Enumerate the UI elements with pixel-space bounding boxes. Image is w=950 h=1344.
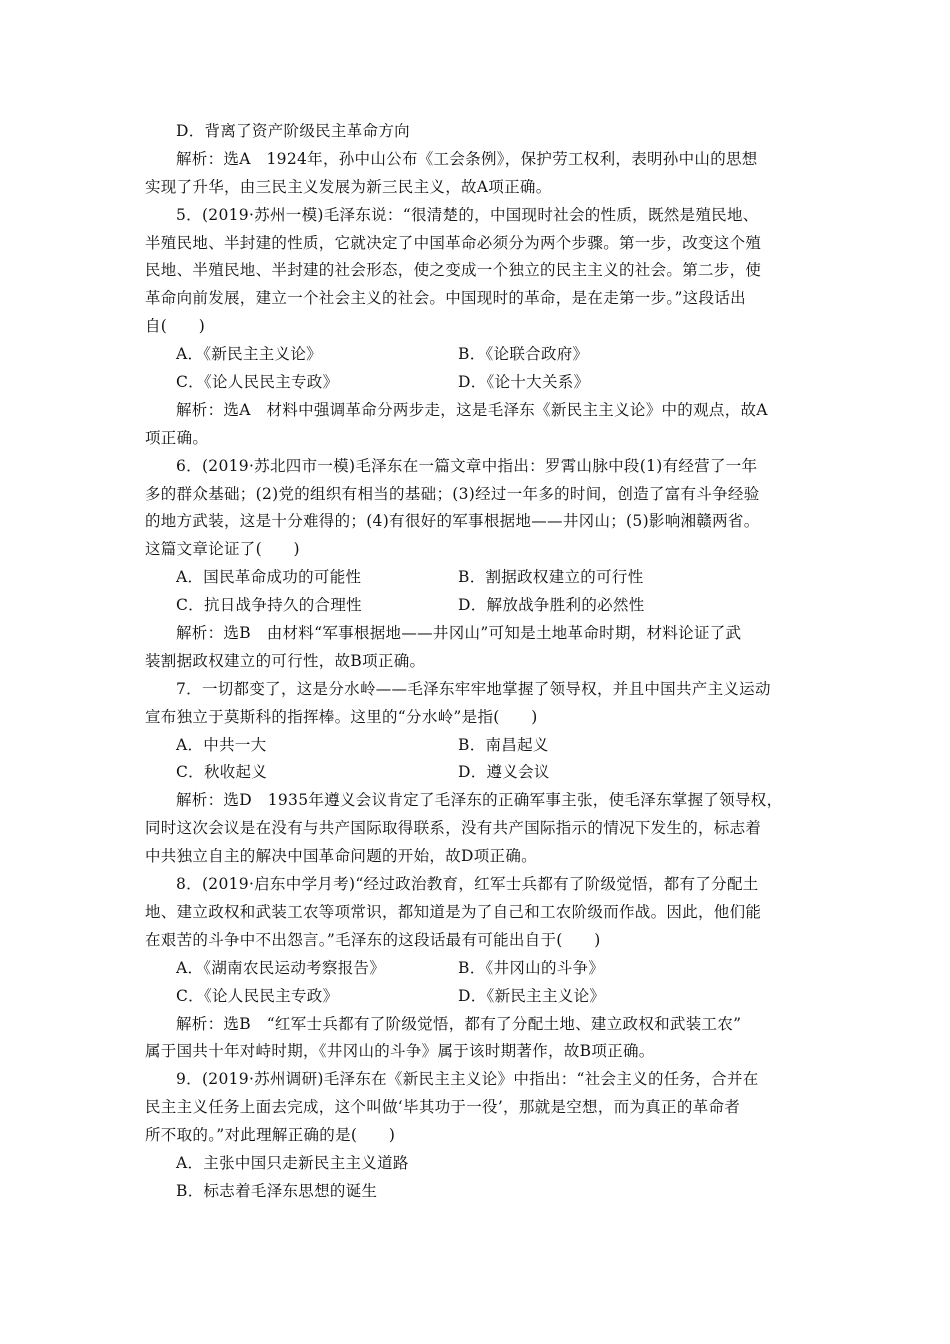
text-line: D．背离了资产阶级民主革命方向	[176, 122, 410, 140]
option-row	[145, 955, 815, 983]
answer-option: D．《论十大关系》	[458, 373, 590, 392]
answer-option: B．割据政权建立的可行性	[458, 568, 644, 587]
text-line: 解析：选B “红军士兵都有了阶级觉悟，都有了分配土地、建立政权和武装工农”	[176, 1014, 742, 1033]
answer-option: A．《新民主主义论》	[176, 345, 322, 364]
text-line: 同时这次会议是在没有与共产国际取得联系，没有共产国际指示的情况下发生的，标志着	[145, 819, 762, 838]
answer-option: D．遵义会议	[458, 763, 550, 782]
text-line: 6．(2019·苏北四市一模)毛泽东在一篇文章中指出：罗霄山脉中段(1)有经营了一年	[176, 456, 758, 475]
answer-option: D．解放战争胜利的必然性	[458, 596, 645, 615]
option-row	[145, 983, 815, 1011]
document-body	[145, 118, 815, 1206]
option-row	[145, 732, 815, 760]
text-line: 革命向前发展，建立一个社会主义的社会。中国现时的革命，是在走第一步。”这段话出	[145, 289, 746, 308]
option-row	[145, 759, 815, 787]
option-row	[145, 564, 815, 592]
answer-option: A．国民革命成功的可能性	[176, 568, 362, 587]
answer-option: B．《井冈山的斗争》	[458, 958, 605, 977]
text-line: 的地方武装，这是十分难得的；(4)有很好的军事根据地——井冈山；(5)影响湘赣两省。	[145, 512, 760, 531]
text-line: 自( )	[145, 317, 206, 336]
text-line: 在艰苦的斗争中不出怨言。”毛泽东的这段话最有可能出自于( )	[145, 930, 601, 949]
option-row	[145, 341, 815, 369]
text-line: 9．(2019·苏州调研)毛泽东在《新民主主义论》中指出：“社会主义的任务，合并在	[176, 1070, 759, 1089]
answer-option: C．《论人民民主专政》	[176, 986, 339, 1005]
text-line: 民地、半殖民地、半封建的社会形态，使之变成一个独立的民主主义的社会。第二步，使	[145, 261, 762, 280]
text-line: 地、建立政权和武装工农等项常识，都知道是为了自己和工农阶级而作战。因此，他们能	[145, 902, 762, 921]
text-line: 宣布独立于莫斯科的指挥棒。这里的“分水岭”是指( )	[145, 707, 538, 726]
text-line: 项正确。	[145, 428, 209, 447]
text-line: 中共独立自主的解决中国革命问题的开始，故D项正确。	[145, 847, 537, 866]
text-line: 民主主义任务上面去完成，这个叫做‘毕其功于一役’，那就是空想，而为真正的革命者	[145, 1098, 741, 1117]
text-line: 多的群众基础；(2)党的组织有相当的基础；(3)经过一年多的时间，创造了富有斗争经验	[145, 484, 760, 503]
text-line: A．主张中国只走新民主主义道路	[176, 1153, 409, 1172]
text-line: 这篇文章论证了( )	[145, 540, 300, 559]
text-line: 实现了升华，由三民主义发展为新三民主义，故A项正确。	[145, 177, 552, 196]
option-row	[145, 592, 815, 620]
answer-option: C．秋收起义	[176, 763, 268, 782]
answer-option: C．抗日战争持久的合理性	[176, 596, 362, 615]
text-line: 解析：选B 由材料“军事根据地——井冈山”可知是土地革命时期，材料论证了武	[176, 624, 742, 643]
text-line: 5．(2019·苏州一模)毛泽东说：“很清楚的，中国现时社会的性质，既然是殖民地、	[176, 205, 759, 224]
answer-option: C．《论人民民主专政》	[176, 373, 339, 392]
text-line: B．标志着毛泽东思想的诞生	[176, 1181, 378, 1200]
text-line: 解析：选D 1935年遵义会议肯定了毛泽东的正确军事主张，使毛泽东掌握了领导权，	[176, 791, 783, 810]
answer-option: A．中共一大	[176, 735, 267, 754]
answer-option: A．《湖南农民运动考察报告》	[176, 958, 386, 977]
text-line: 解析：选A 材料中强调革命分两步走，这是毛泽东《新民主主义论》中的观点，故A	[176, 400, 768, 419]
text-line: 8．(2019·启东中学月考)“经过政治教育，红军士兵都有了阶级觉悟，都有了分配土	[176, 875, 759, 894]
text-line: 解析：选A 1924年，孙中山公布《工会条例》，保护劳工权利，表明孙中山的思想	[176, 149, 758, 168]
text-line: 属于国共十年对峙时期，《井冈山的斗争》属于该时期著作，故B项正确。	[145, 1042, 655, 1061]
text-line: 7．一切都变了，这是分水岭——毛泽东牢牢地掌握了领导权，并且中国共产主义运动	[176, 679, 771, 698]
answer-option: D．《新民主主义论》	[458, 986, 606, 1005]
text-line: 装割据政权建立的可行性，故B项正确。	[145, 651, 426, 670]
text-line: 所不取的。”对此理解正确的是( )	[145, 1126, 396, 1145]
text-line: 半殖民地、半封建的性质，它就决定了中国革命必须分为两个步骤。第一步，改变这个殖	[145, 233, 762, 252]
option-row	[145, 369, 815, 397]
answer-option: B．南昌起义	[458, 735, 549, 754]
answer-option: B．《论联合政府》	[458, 345, 589, 364]
